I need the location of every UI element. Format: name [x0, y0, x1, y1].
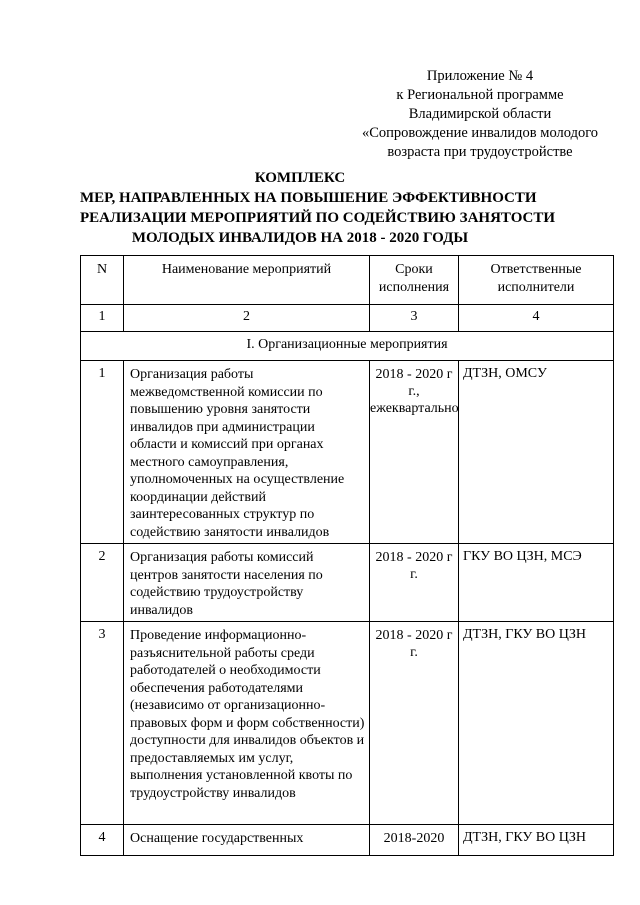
row-number: 2 [81, 544, 124, 622]
row-number: 4 [81, 825, 124, 856]
table-row [81, 622, 614, 825]
column-number: 1 [81, 305, 124, 332]
row-name: Организация работы комиссий центров занятости населения по содействию трудоустройству инвалидов [124, 544, 370, 622]
row-number: 3 [81, 622, 124, 825]
column-number: 3 [370, 305, 459, 332]
row-term: 2018-2020 [370, 825, 459, 856]
title-line: МОЛОДЫХ ИНВАЛИДОВ НА 2018 - 2020 ГОДЫ [131, 230, 469, 246]
appendix-line: возраста при трудоустройстве [387, 144, 573, 160]
column-number: 2 [124, 305, 370, 332]
row-exec: ДТЗН, ОМСУ [459, 361, 614, 544]
row-exec: ДТЗН, ГКУ ВО ЦЗН [459, 622, 614, 825]
title-line: КОМПЛЕКС [254, 170, 346, 186]
header-term [370, 256, 459, 305]
header-exec [459, 256, 614, 305]
measures-table [80, 255, 614, 856]
appendix-line: к Региональной программе [396, 87, 564, 103]
appendix-line: Владимирской области [408, 106, 552, 122]
document-title [80, 168, 556, 248]
table-row [81, 825, 614, 856]
table-row [81, 544, 614, 622]
row-exec: ГКУ ВО ЦЗН, МСЭ [459, 544, 614, 622]
title-line: РЕАЛИЗАЦИИ МЕРОПРИЯТИЙ ПО СОДЕЙСТВИЮ ЗАНЯТОСТИ [80, 210, 556, 226]
row-number: 1 [81, 361, 124, 544]
appendix-line: Приложение № 4 [426, 68, 534, 84]
row-exec: ДТЗН, ГКУ ВО ЦЗН [459, 825, 614, 856]
title-line: МЕР, НАПРАВЛЕННЫХ НА ПОВЫШЕНИЕ ЭФФЕКТИВНОСТИ [80, 190, 537, 206]
row-term: 2018 - 2020 г г., ежеквартально [370, 361, 459, 544]
row-term: 2018 - 2020 г г. [370, 544, 459, 622]
row-name: Оснащение государственных [124, 825, 370, 856]
header-name: Наименование мероприятий [124, 256, 370, 305]
section-title: I. Организационные мероприятия [81, 332, 614, 361]
header-exec-line: Ответственные [490, 262, 582, 277]
table-header-row [81, 256, 614, 305]
row-name: Организация работы межведомственной комиссии по повышению уровня занятости инвалидов при администрации области и комиссий при органах местного самоуправления, уполномоченных на осуществление координации действий заинтересованных структур по содействию занятости инвалидов [124, 361, 370, 544]
column-numbers-row [81, 305, 614, 332]
header-term-line: Сроки [395, 262, 433, 277]
header-n: N [81, 256, 124, 305]
section-row [81, 332, 614, 361]
appendix-note [330, 67, 630, 162]
header-term-line: исполнения [378, 280, 450, 295]
header-exec-line: исполнители [497, 280, 575, 295]
row-term: 2018 - 2020 г г. [370, 622, 459, 825]
table-row [81, 361, 614, 544]
column-number: 4 [459, 305, 614, 332]
appendix-line: «Сопровождение инвалидов молодого [361, 125, 599, 141]
row-name: Проведение информационно-разъяснительной работы среди работодателей о необходимости обеспечения работодателями (независимо от организационно-правовых форм и форм собственности) доступности для инвалидов объектов и предоставляемых им услуг, выполнения установленной квоты по трудоустройству инвалидов [124, 622, 370, 825]
